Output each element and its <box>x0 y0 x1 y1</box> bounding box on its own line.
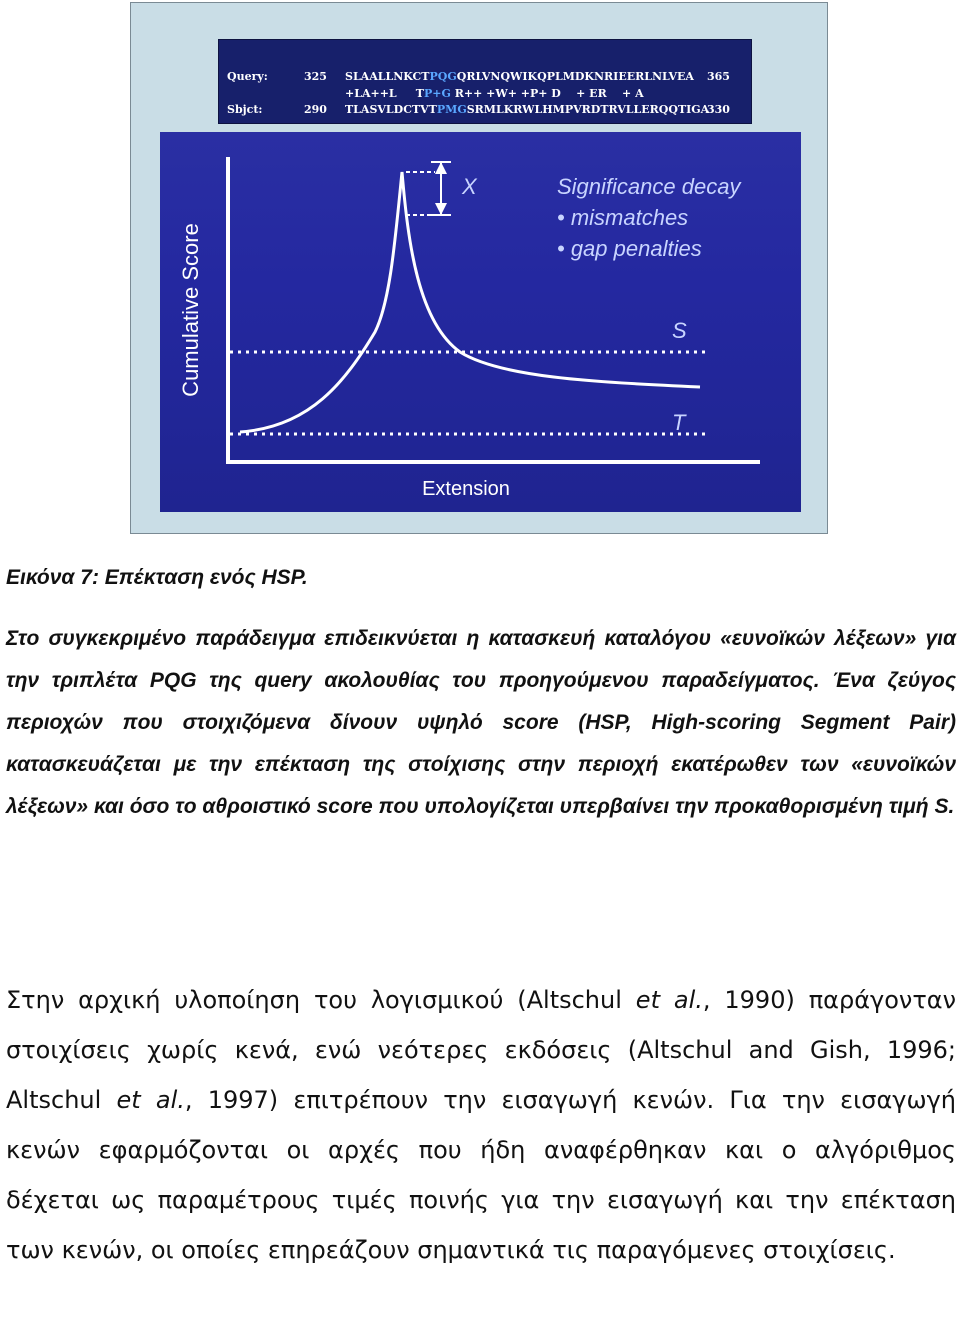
blast-alignment <box>218 39 752 124</box>
x-arrow-head-bottom <box>435 203 447 215</box>
legend-item-mismatches: • mismatches <box>557 205 689 230</box>
query-start: 325 <box>304 70 327 83</box>
extension-plot <box>160 132 801 512</box>
legend-item-gap-penalties: • gap penalties <box>557 236 702 261</box>
paragraph-1: Στο συγκεκριμένο παράδειγμα επιδεικνύεται η κατασκευή καταλόγου «ευνοϊκών λέξεων» για την τριπλέτα PQG της query ακολουθίας του προηγούμενου παραδείγματος. Ένα ζεύγος περιοχών που στοιχιζόμενα δίνουν υψηλό score (HSP, High-scoring Segment Pair) κατασκευάζεται με την επέκταση της στοίχισης στην περιοχή εκατέρωθεν των «ευνοϊκών λέξεων» και όσο το αθροιστικό score που υπολογίζεται υπερβαίνει την προκαθορισμένη τιμή S. <box>6 627 956 818</box>
t-label: T <box>672 410 686 435</box>
figure-caption: Εικόνα 7: Επέκταση ενός HSP. <box>6 566 308 589</box>
subject-label: Sbjct: <box>227 103 263 116</box>
query-label: Query: <box>227 70 268 83</box>
paragraph-2: Στην αρχική υλοποίηση του λογισμικού (Altschul et al., 1990) παράγονταν στοιχίσεις χωρίς κενά, ενώ νεότερες εκδόσεις (Altschul and Gish, 1996; Altschul et al., 1997) επιτρέπουν την εισαγωγή κενών. Για την εισαγωγή κενών εφαρμόζονται οι αρχές που ήδη αναφέρθηκαν και ο αλγόριθμος δέχεται ως παραμέτρους τιμές ποινής για την εισαγωγή και την επέκταση των κενών, οι οποίες επηρεάζουν σημαντικά τις παραγόμενες στοιχίσεις. <box>6 986 957 1264</box>
s-label: S <box>672 318 687 343</box>
y-axis-label: Cumulative Score <box>178 223 203 397</box>
match-sequence: +LA++L TP+G R++ +W+ +P+ D + ER + A <box>345 87 644 100</box>
x-marker-label: X <box>462 174 477 199</box>
subject-end: 330 <box>707 103 730 116</box>
query-sequence: SLAALLNKCTPQGQRLVNQWIKQPLMDKNRIEERLNLVEA <box>345 70 694 83</box>
legend-title: Significance decay <box>557 174 741 199</box>
query-row <box>219 70 730 87</box>
subject-sequence: TLASVLDCTVTPMGSRMLKRWLHMPVRDTRVLLERQQTIGA <box>345 103 710 116</box>
query-end: 365 <box>707 70 730 83</box>
match-row <box>219 87 644 104</box>
x-arrow-head-top <box>435 162 447 174</box>
subject-row <box>219 103 730 120</box>
subject-start: 290 <box>304 103 327 116</box>
x-axis-label: Extension <box>422 478 510 500</box>
pqg-highlight: PQG <box>429 70 457 83</box>
